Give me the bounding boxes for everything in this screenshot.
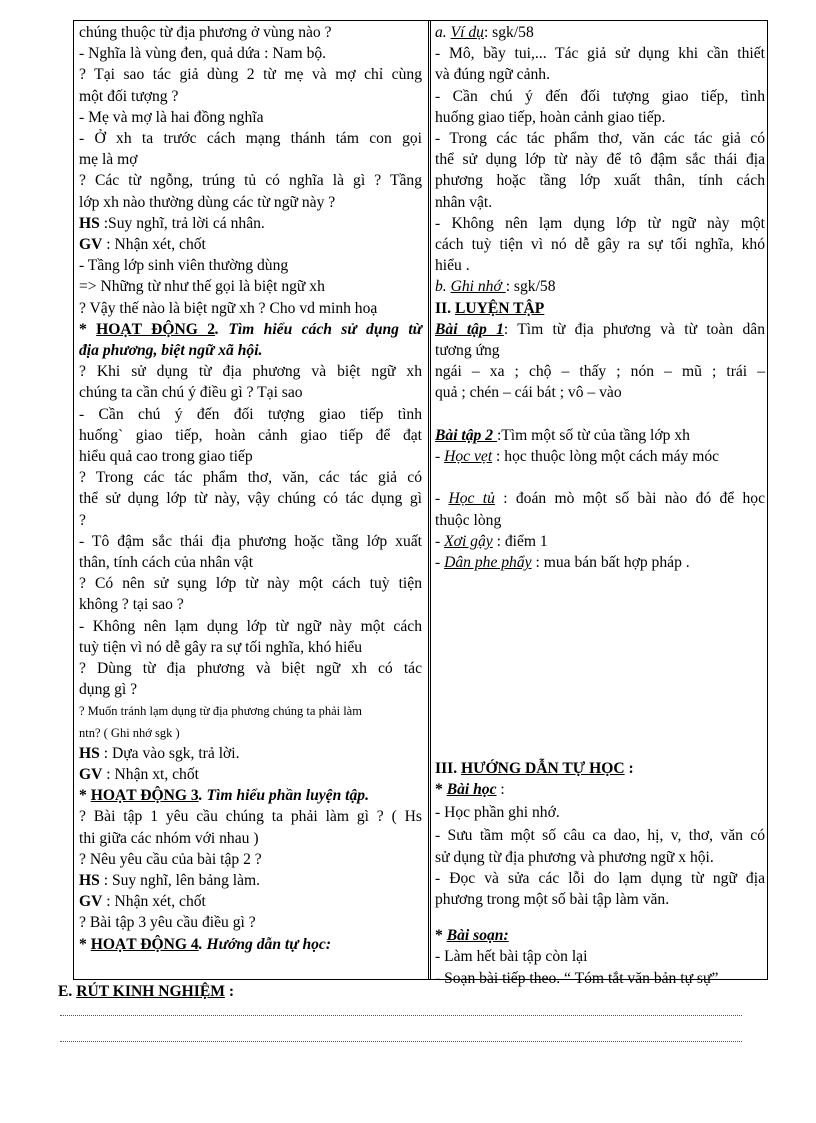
text-line [435, 947, 765, 967]
line-text: mẹ là mợ [79, 151, 138, 169]
bullet: b. [435, 278, 451, 296]
line-text: một đối tượng ? [79, 87, 179, 105]
text-line [79, 44, 422, 64]
text-line [79, 638, 422, 658]
line-text: thể sử dụng lớp từ này, vậy chúng có tác dụng gì [79, 490, 422, 508]
text-line [79, 447, 422, 467]
text-line [79, 299, 422, 319]
line-text: ? Muốn tránh lạm dụng từ địa phương chúng ta phải làm [79, 704, 362, 719]
line-text: => Những từ như thế gọi là biệt ngữ xh [79, 278, 325, 296]
line-text: ? Tại sao tác giả dùng 2 từ mẹ và mợ chỉ cùng [79, 66, 422, 84]
line-text: ? Trong các tác phẩm thơ, văn, các tác giả có [79, 469, 422, 487]
activity-label: HOẠT ĐỘNG 3 [90, 787, 199, 805]
text-line [79, 23, 422, 43]
line-text: - Soạn bài tiếp theo. “ Tóm tắt văn bản tự sự” [435, 969, 719, 987]
line-text: chúng thuộc từ địa phương ở vùng nào ? [79, 24, 332, 41]
activity-title: . Tìm hiểu phần luyện tập. [198, 787, 369, 805]
text-line [435, 780, 765, 800]
bullet: - [435, 554, 445, 571]
text-line [435, 926, 765, 946]
bullet: * [79, 787, 91, 805]
line-text: ngái – xa ; chộ – thấy ; nón – mũ ; trái – [435, 363, 765, 381]
line-text: ? Nêu yêu cầu của bài tập 2 ? [79, 850, 262, 868]
text-line [79, 935, 422, 955]
text-line [79, 383, 422, 403]
text-line [79, 765, 422, 785]
text-line [435, 848, 765, 868]
line-text: tuỳ tiện vì nó dễ gây ra sự tối nghĩa, khó hiểu [79, 638, 363, 656]
line-text: : học thuộc lòng một cách máy móc [492, 448, 720, 465]
line-text: ? Bài tập 1 yêu cầu chúng ta phải làm gì ? ( Hs [79, 808, 422, 826]
line-text: thi giữa các nhóm với nhau ) [79, 829, 259, 847]
text-line [79, 913, 422, 933]
line-text: - Nghĩa là vùng đen, quả dứa : Nam bộ. [79, 45, 327, 63]
reflection-heading: E. RÚT KINH NGHIỆM : [58, 983, 235, 1000]
line-text: - Cần chú ý đến đối tượng giao tiếp, tình [435, 87, 765, 105]
text-line [79, 65, 422, 85]
text-line [79, 850, 422, 870]
line-text: - Cần chú ý đến đối tượng giao tiếp tình [79, 405, 422, 423]
bullet: * [435, 927, 447, 945]
text-line [79, 171, 422, 191]
exercise-label: Bài tập 2 [435, 426, 497, 444]
text-line [435, 129, 765, 149]
text-line [79, 574, 422, 594]
text-line [79, 362, 422, 382]
line-text: : [624, 759, 634, 777]
bullet: * [435, 780, 447, 798]
speaker-label: GV [79, 766, 103, 783]
activity-title: . Hướng dẫn tự học: [198, 935, 332, 953]
line-text: phương hoặc tầng lớp xuất thân, tính cách [435, 172, 765, 190]
line-text: : Dựa vào sgk, trả lời. [99, 744, 240, 762]
text-line [79, 617, 422, 637]
line-text: - Học phần ghi nhớ. [435, 804, 560, 822]
bullet: * [79, 320, 97, 338]
lesson-table [73, 20, 768, 987]
text-line [435, 87, 765, 107]
line-text: - Ở xh ta trước cách mạng thánh tám con gọi [79, 130, 422, 147]
text-line [79, 150, 422, 170]
text-line [79, 405, 422, 425]
term-label: Dân phe phẩy [444, 554, 532, 571]
speaker-label: GV [79, 893, 103, 911]
activity-label: HOẠT ĐỘNG 2 [96, 320, 216, 338]
text-line [79, 341, 422, 361]
bullet: - [435, 448, 445, 465]
section-heading: HƯỚNG DẪN TỰ HỌC [461, 759, 625, 777]
text-line [79, 426, 422, 446]
line-text: : mua bán bất hợp pháp . [531, 554, 690, 571]
exercise-label: Bài soạn: [446, 927, 509, 945]
bullet: - [435, 490, 449, 508]
line-text: chúng ta cần chú ý điều gì ? Tại sao [79, 384, 303, 402]
line-text: : [496, 780, 505, 798]
text-line [79, 680, 422, 700]
bullet: - [435, 532, 445, 550]
line-text: : sgk/58 [483, 24, 534, 41]
line-text: lớp xh nào thường dùng các từ ngữ này ? [79, 193, 336, 211]
text-line [435, 299, 765, 319]
text-line [435, 362, 765, 382]
text-line [435, 320, 765, 340]
section-number: II. [435, 299, 455, 317]
line-text: địa phương, biệt ngữ xã hội. [79, 342, 263, 359]
text-line [435, 44, 765, 64]
text-line [435, 341, 765, 361]
line-text: : Nhận xt, chốt [102, 766, 199, 783]
line-text: - Sưu tầm một số câu ca dao, hị, v, thơ, văn có [435, 827, 765, 845]
line-text: - Trong các tác phẩm thơ, văn các tác giả có [435, 130, 765, 147]
text-line [79, 553, 422, 573]
text-line [79, 489, 422, 509]
text-line [435, 150, 765, 170]
text-line [79, 659, 422, 679]
text-line [79, 87, 422, 107]
text-line [435, 235, 765, 255]
text-line [435, 108, 765, 128]
text-line [79, 277, 422, 297]
line-text: : Nhận xét, chốt [102, 236, 206, 253]
line-text: ? [79, 511, 86, 529]
text-line [435, 532, 765, 552]
dotted-line [60, 1015, 742, 1016]
column-divider [428, 21, 431, 979]
line-text: - Không nên lạm dụng lớp từ ngữ này một [435, 214, 765, 232]
text-line [79, 532, 422, 552]
text-line [435, 447, 765, 467]
line-text: huống` giao tiếp, hoàn cảnh giao tiếp để đạt [79, 426, 422, 444]
text-line [79, 744, 422, 764]
line-text: nhân vật. [435, 193, 493, 211]
line-text: - Làm hết bài tập còn lại [435, 948, 588, 966]
text-line [435, 489, 765, 509]
speaker-label: HS [79, 872, 100, 889]
text-line [435, 23, 765, 43]
text-line [435, 803, 765, 823]
line-text: phương trong một số bài tập làm văn. [435, 891, 670, 909]
line-text: : đoán mò một số bài nào đó để học [494, 490, 766, 508]
line-text: ? Bài tập 3 yêu cầu điều gì ? [79, 914, 256, 932]
speaker-label: HS [79, 744, 100, 762]
activity-title: . Tìm hiểu cách sử dụng từ [215, 320, 422, 338]
line-text: huống giao tiếp, hoàn cảnh giao tiếp. [435, 108, 666, 126]
text-line [79, 129, 422, 149]
text-line [435, 826, 765, 846]
line-text: hiểu . [435, 257, 470, 275]
line-text: : sgk/58 [505, 278, 556, 296]
text-line [79, 108, 422, 128]
text-line [435, 193, 765, 213]
line-text: : điểm 1 [492, 532, 548, 550]
line-text: - Mẹ và mợ là hai đồng nghĩa [79, 108, 264, 126]
text-line [79, 595, 422, 615]
line-text: : Tìm từ địa phương và từ toàn dân [503, 320, 766, 338]
line-text: hiểu quả cao trong giao tiếp [79, 448, 253, 465]
text-line [435, 426, 765, 446]
text-line [79, 829, 422, 849]
text-line [79, 892, 422, 912]
line-text: ? Các từ ngỗng, trúng tủ có nghĩa là gì ? Tầng [79, 172, 422, 190]
term-label: Ví dụ [450, 24, 484, 41]
exercise-label: Bài tập 1 [435, 320, 504, 338]
speaker-label: GV [79, 236, 103, 253]
text-line [79, 235, 422, 255]
term-label: Ghi nhớ [450, 278, 506, 296]
text-line [79, 468, 422, 488]
text-line [435, 256, 765, 276]
term-label: Học tủ [448, 490, 495, 508]
text-line [435, 553, 765, 573]
line-text: thân, tính cách của nhân vật [79, 554, 254, 571]
text-line [79, 786, 422, 806]
line-text: tương ứng [435, 342, 500, 359]
activity-label: HOẠT ĐỘNG 4 [90, 935, 199, 953]
term-label: Xơi gậy [444, 532, 493, 550]
section-number: III. [435, 759, 462, 777]
text-line [435, 759, 765, 779]
text-line [435, 214, 765, 234]
line-text: sử dụng từ địa phương và phương ngữ x hội. [435, 848, 714, 866]
term-label: Học vẹt [444, 448, 493, 465]
line-text: ? Khi sử dụng từ địa phương và biệt ngữ xh [79, 363, 422, 381]
line-text: và đúng ngữ cảnh. [435, 66, 550, 84]
line-text: cách tuỳ tiện vì nó dễ gây ra sự tối nghĩa, khó [435, 236, 765, 253]
section-heading: LUYỆN TẬP [454, 299, 545, 317]
line-text: không ? tại sao ? [79, 596, 184, 614]
line-text: :Suy nghĩ, trả lời cá nhân. [99, 214, 265, 232]
text-line [79, 320, 422, 340]
text-line [435, 890, 765, 910]
text-line [79, 871, 422, 891]
line-text: : Suy nghĩ, lên bảng làm. [99, 872, 261, 889]
exercise-label: Bài học [446, 780, 497, 798]
text-line [79, 511, 422, 531]
dotted-line [60, 1041, 742, 1042]
text-line [79, 256, 422, 276]
line-text: ntn? ( Ghi nhớ sgk ) [79, 725, 180, 740]
line-text: :Tìm một số từ của tầng lớp xh [496, 426, 690, 444]
line-text: ? Dùng từ địa phương và biệt ngữ xh có tác [79, 660, 422, 677]
line-text: ? Có nên sử sụng lớp từ này một cách tuỳ tiện [79, 575, 422, 593]
text-line [435, 969, 765, 989]
bullet: a. [435, 24, 451, 41]
line-text: - Không nên lạm dụng lớp từ ngữ này một cách [79, 617, 422, 635]
line-text: thể sử dụng lớp từ này để tô đậm sắc thái địa [435, 151, 765, 169]
text-line [79, 807, 422, 827]
line-text: - Tô đậm sắc thái địa phương hoặc tầng lớp xuất [79, 532, 422, 550]
text-line [79, 723, 422, 743]
line-text: ? Vậy thế nào là biệt ngữ xh ? Cho vd minh hoạ [79, 299, 378, 317]
text-line [79, 701, 422, 721]
text-line [79, 214, 422, 234]
line-text: - Đọc và sửa các lỗi do lạm dụng từ ngữ địa [435, 869, 765, 887]
line-text: : Nhận xét, chốt [102, 893, 206, 911]
line-text: quả ; chén – cái bát ; vô – vào [435, 384, 622, 402]
line-text: - Tầng lớp sinh viên thường dùng [79, 257, 289, 275]
text-line [435, 383, 765, 403]
line-text: thuộc lòng [435, 511, 502, 529]
line-text: - Mô, bầy tui,... Tác giả sử dụng khi cần thiết [435, 45, 765, 63]
text-line [79, 193, 422, 213]
line-text: dụng gì ? [79, 681, 138, 699]
text-line [435, 171, 765, 191]
text-line [435, 869, 765, 889]
speaker-label: HS [79, 214, 100, 232]
text-line [435, 511, 765, 531]
bullet: * [79, 935, 91, 953]
text-line [435, 65, 765, 85]
text-line [435, 277, 765, 297]
